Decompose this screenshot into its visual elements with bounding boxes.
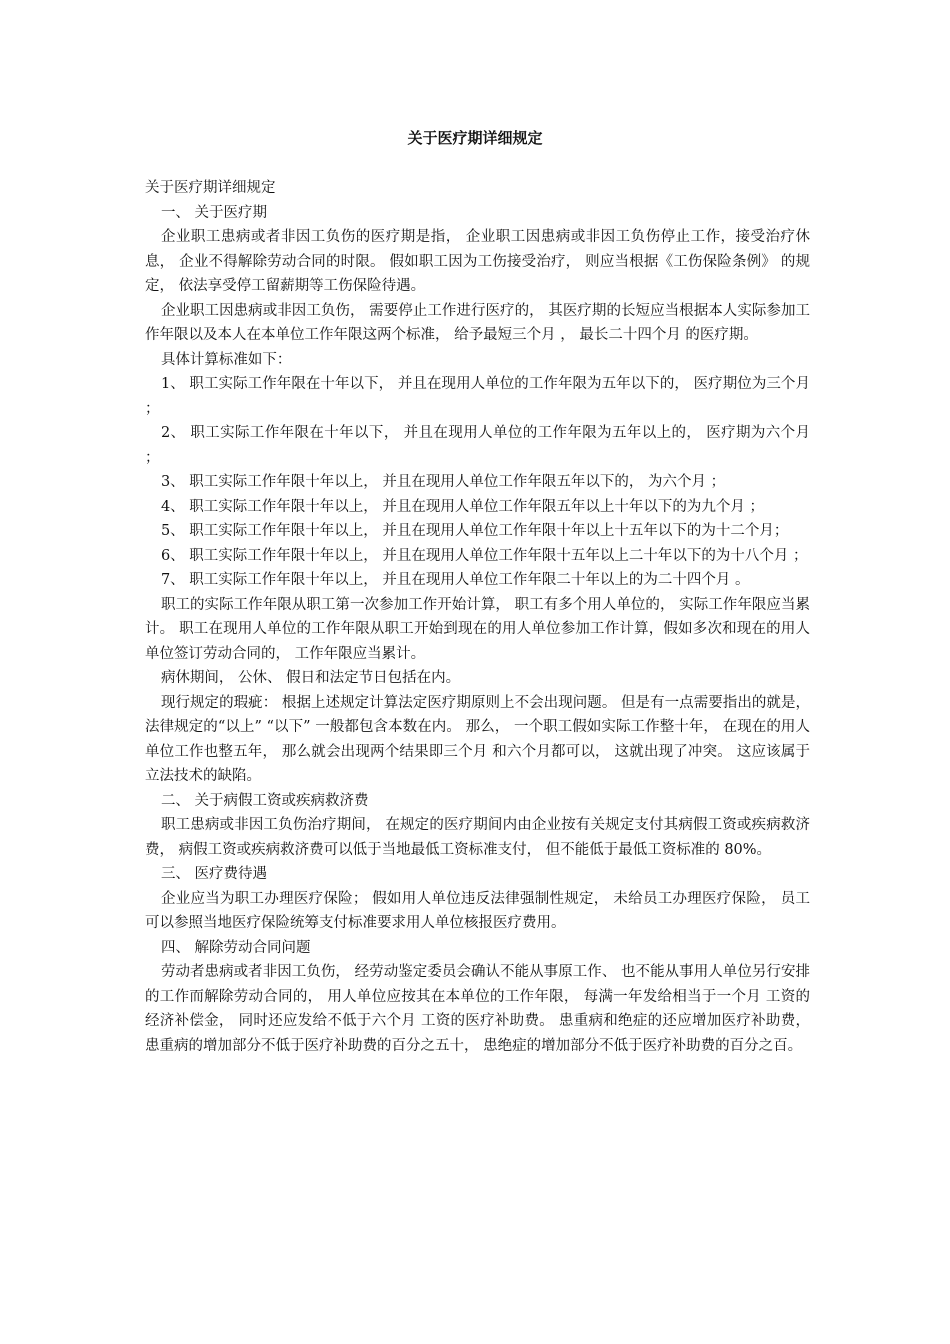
list-item: 3、 职工实际工作年限十年以上， 并且在现用人单位工作年限五年以下的， 为六个月 ； [160,474,726,490]
paragraph: 病休期间， 公休、 假日和法定节日包括在内。 [160,670,461,686]
list-item: 4、 职工实际工作年限十年以上， 并且在现用人单位工作年限五年以上十年以下的为九个月 ； [160,498,764,515]
document-title: 关于医疗期详细规定 [407,129,543,147]
paragraph: 劳动者患病或者非因工负伤， 经劳动鉴定委员会确认不能从事原工作、 也不能从事用人单位另行安排的工作而解除劳动合同的， 用人单位应按其在本单位的工作年限， 每满一年发给相当于一个月 工资的经济补偿金， 同时还应发给不低于六个月 工资的医疗补助费。 患重病和绝症的还应增加医疗补助费， 患重病的增加部分不低于医疗补助费的百分之五十， 患绝症的增加部分不低于医疗补助费的百分之百。 [145,964,810,1054]
paragraph: 职工患病或非因工负伤治疗期间， 在规定的医疗期间内由企业按有关规定支付其病假工资或疾病救济费， 病假工资或疾病救济费可以低于当地最低工资标准支付， 但不能低于最低工资标准的 80%。 [145,817,810,858]
section-heading-4: 四、 解除劳动合同问题 [160,939,311,956]
list-item: 7、 职工实际工作年限十年以上， 并且在现用人单位工作年限二十年以上的为二十四个月 。 [160,572,750,588]
paragraph: 企业职工因患病或非因工负伤， 需要停止工作进行医疗的， 其医疗期的长短应当根据本人实际参加工作年限以及本人在本单位工作年限这两个标准， 给予最短三个月 ， 最长二十四个月 的医疗期。 [145,302,810,343]
list-item: 6、 职工实际工作年限十年以上， 并且在现用人单位工作年限十五年以上二十年以下的为十八个月 ； [160,547,808,564]
paragraph: 具体计算标准如下： [160,351,292,368]
section-heading-3: 三、 医疗费待遇 [160,866,268,882]
paragraph: 企业职工患病或者非因工负伤的医疗期是指， 企业职工因患病或非因工负伤停止工作，接受治疗休息， 企业不得解除劳动合同的时限。 假如职工因为工伤接受治疗， 则应当根据《工伤保险条例》 的规定， 依法享受停工留薪期等工伤保险待遇。 [145,229,810,294]
list-item: 5、 职工实际工作年限十年以上， 并且在现用人单位工作年限十年以上十五年以下的为十二个月； [160,523,789,539]
list-item: 1、 职工实际工作年限在十年以下， 并且在现用人单位的工作年限为五年以下的， 医疗期位为三个月 ； [145,376,810,417]
section-heading-2: 二、 关于病假工资或疾病救济费 [160,792,369,809]
paragraph: 职工的实际工作年限从职工第一次参加工作开始计算， 职工有多个用人单位的， 实际工作年限应当累计。 职工在现用人单位的工作年限从职工开始到现在的用人单位参加工作计算，假如多次和现在的用人单位签订劳动合同的， 工作年限应当累计。 [145,596,810,662]
paragraph: 现行规定的瑕疵： 根据上述规定计算法定医疗期原则上不会出现问题。 但是有一点需要指出的就是， 法律规定的“以上” “以下” 一般都包含本数在内。 那么， 一个职工假如实际工作整十年， 在现在的用人单位工作也整五年， 那么就会出现两个结果即三个月 和六个月都可以， 这就出现了冲突。 这应该属于立法技术的缺陷。 [145,694,810,784]
list-item: 2、 职工实际工作年限在十年以下， 并且在现用人单位的工作年限为五年以上的， 医疗期为六个月 ； [145,425,810,466]
body-heading: 关于医疗期详细规定 [145,180,276,196]
section-heading-1: 一、 关于医疗期 [160,204,268,221]
paragraph: 企业应当为职工办理医疗保险； 假如用人单位违反法律强制性规定， 未给员工办理医疗保险， 员工可以参照当地医疗保险统筹支付标准要求用人单位核报医疗费用。 [145,890,810,931]
document-body [145,176,810,1058]
